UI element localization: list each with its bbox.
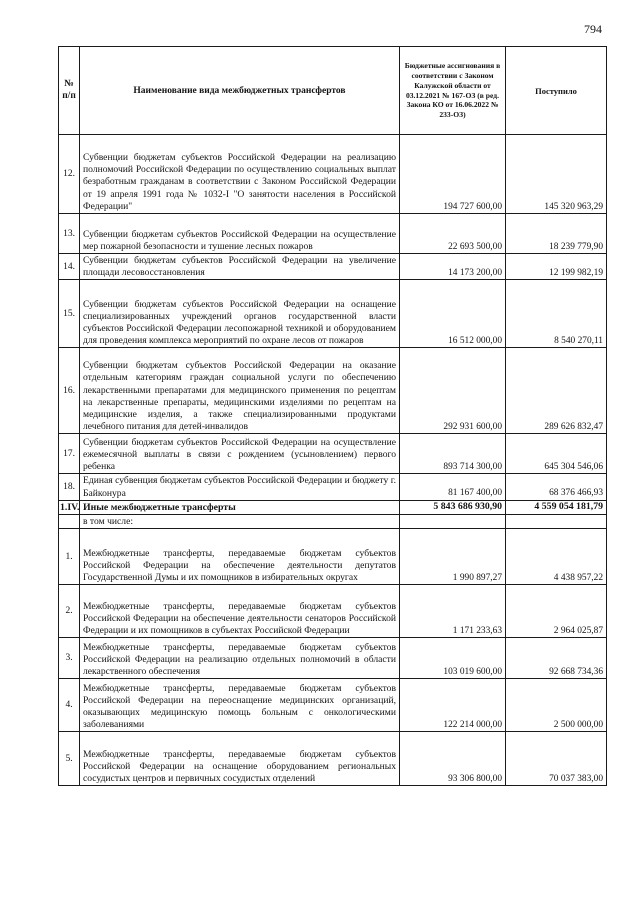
header-name: Наименование вида межбюджетных трансфертов bbox=[80, 47, 400, 135]
row-received: 4 438 957,22 bbox=[506, 529, 607, 585]
table-row bbox=[59, 348, 607, 434]
header-received: Поступило bbox=[506, 47, 607, 135]
row-received: 145 320 963,29 bbox=[506, 135, 607, 214]
row-name: Межбюджетные трансферты, передаваемые бюджетам субъектов Российской Федерации на обеспечение деятельности сенаторов Российской Федерации и их помощников в субъектах Российской Федерации bbox=[80, 585, 400, 638]
table-row bbox=[59, 474, 607, 500]
row-received: 2 964 025,87 bbox=[506, 585, 607, 638]
row-received: 12 199 982,19 bbox=[506, 254, 607, 280]
row-name: Субвенции бюджетам субъектов Российской Федерации на увеличение площади лесовосстановления bbox=[80, 254, 400, 280]
section-number: 1.IV. bbox=[60, 501, 80, 513]
row-budget: 292 931 600,00 bbox=[400, 348, 506, 434]
row-budget: 16 512 000,00 bbox=[400, 280, 506, 348]
row-budget: 81 167 400,00 bbox=[400, 474, 506, 500]
row-name: Межбюджетные трансферты, передаваемые бюджетам субъектов Российской Федерации на реализацию отдельных полномочий в области лекарственного обеспечения bbox=[80, 638, 400, 679]
table-row bbox=[59, 732, 607, 786]
row-name: Межбюджетные трансферты, передаваемые бюджетам субъектов Российской Федерации на переоснащение медицинских организаций, оказывающих медицинскую помощь больным с онкологическими заболеваниями bbox=[80, 679, 400, 732]
row-number: 5. bbox=[59, 732, 80, 786]
row-name: Единая субвенция бюджетам субъектов Российской Федерации и бюджету г. Байконура bbox=[80, 474, 400, 500]
row-name: Субвенции бюджетам субъектов Российской Федерации на осуществление мер пожарной безопасности и тушение лесных пожаров bbox=[80, 214, 400, 254]
row-number: 14. bbox=[59, 254, 80, 280]
row-received: 70 037 383,00 bbox=[506, 732, 607, 786]
row-name: Межбюджетные трансферты, передаваемые бюджетам субъектов Российской Федерации на оснащение оборудованием региональных сосудистых центров и первичных сосудистых отделений bbox=[80, 732, 400, 786]
page-number: 794 bbox=[584, 22, 602, 36]
section-budget: 5 843 686 930,90 bbox=[400, 500, 506, 514]
row-number: 12. bbox=[59, 135, 80, 214]
table-row bbox=[59, 135, 607, 214]
row-number: 17. bbox=[59, 434, 80, 474]
row-received: 92 668 734,36 bbox=[506, 638, 607, 679]
including-number bbox=[59, 515, 80, 529]
row-name: Субвенции бюджетам субъектов Российской Федерации на оснащение специализированных учреждений органов государственной власти субъектов Российской Федерации лесопожарной техникой и оборудованием для проведения комплекса мероприятий по охране лесов от пожаров bbox=[80, 280, 400, 348]
section-row bbox=[59, 500, 607, 514]
row-number: 18. bbox=[59, 474, 80, 500]
row-name: Субвенции бюджетам субъектов Российской Федерации на осуществление ежемесячной выплаты в связи с рождением (усыновлением) первого ребенка bbox=[80, 434, 400, 474]
row-budget: 194 727 600,00 bbox=[400, 135, 506, 214]
table-row bbox=[59, 638, 607, 679]
row-received: 289 626 832,47 bbox=[506, 348, 607, 434]
row-number: 15. bbox=[59, 280, 80, 348]
row-number: 13. bbox=[59, 214, 80, 254]
including-budget bbox=[400, 515, 506, 529]
row-received: 68 376 466,93 bbox=[506, 474, 607, 500]
header-budget: Бюджетные ассигнования в соответствии с Законом Калужской области от 03.12.2021 № 167-ОЗ (в ред. Закона КО от 16.06.2022 № 233-ОЗ) bbox=[400, 47, 506, 135]
row-number: 4. bbox=[59, 679, 80, 732]
table-header-row bbox=[59, 47, 607, 135]
row-name: Субвенции бюджетам субъектов Российской Федерации на реализацию полномочий Российской Федерации по осуществлению социальных выплат безработным гражданам в соответствии с Законом Российской Федерации от 19 апреля 1991 года № 1032-I "О занятости населения в Российской Федерации" bbox=[80, 135, 400, 214]
including-label: в том числе: bbox=[80, 515, 400, 529]
row-name: Межбюджетные трансферты, передаваемые бюджетам субъектов Российской Федерации на обеспечение деятельности депутатов Государственной Думы и их помощников в избирательных округах bbox=[80, 529, 400, 585]
table-row bbox=[59, 280, 607, 348]
table-row bbox=[59, 679, 607, 732]
row-received: 645 304 546,06 bbox=[506, 434, 607, 474]
table-row bbox=[59, 585, 607, 638]
row-received: 8 540 270,11 bbox=[506, 280, 607, 348]
row-budget: 1 990 897,27 bbox=[400, 529, 506, 585]
section-name: Иные межбюджетные трансферты bbox=[80, 500, 400, 514]
section-received: 4 559 054 181,79 bbox=[506, 500, 607, 514]
row-budget: 14 173 200,00 bbox=[400, 254, 506, 280]
transfers-table bbox=[58, 46, 607, 786]
row-budget: 893 714 300,00 bbox=[400, 434, 506, 474]
row-name: Субвенции бюджетам субъектов Российской Федерации на оказание отдельным категориям граждан социальной услуги по обеспечению лекарственными препаратами для медицинского применения по рецептам на лекарственные препараты, медицинскими изделиями по рецептам на медицинские изделия, а также специализированными продуктами лечебного питания для детей-инвалидов bbox=[80, 348, 400, 434]
row-number: 1. bbox=[59, 529, 80, 585]
row-number: 16. bbox=[59, 348, 80, 434]
row-received: 18 239 779,90 bbox=[506, 214, 607, 254]
row-budget: 22 693 500,00 bbox=[400, 214, 506, 254]
row-budget: 122 214 000,00 bbox=[400, 679, 506, 732]
row-number: 2. bbox=[59, 585, 80, 638]
row-budget: 93 306 800,00 bbox=[400, 732, 506, 786]
table-row bbox=[59, 254, 607, 280]
including-row bbox=[59, 515, 607, 529]
row-budget: 103 019 600,00 bbox=[400, 638, 506, 679]
including-received bbox=[506, 515, 607, 529]
row-number: 3. bbox=[59, 638, 80, 679]
header-number: № п/п bbox=[59, 47, 80, 135]
table-row bbox=[59, 214, 607, 254]
row-received: 2 500 000,00 bbox=[506, 679, 607, 732]
row-budget: 1 171 233,63 bbox=[400, 585, 506, 638]
table-row bbox=[59, 529, 607, 585]
table-row bbox=[59, 434, 607, 474]
